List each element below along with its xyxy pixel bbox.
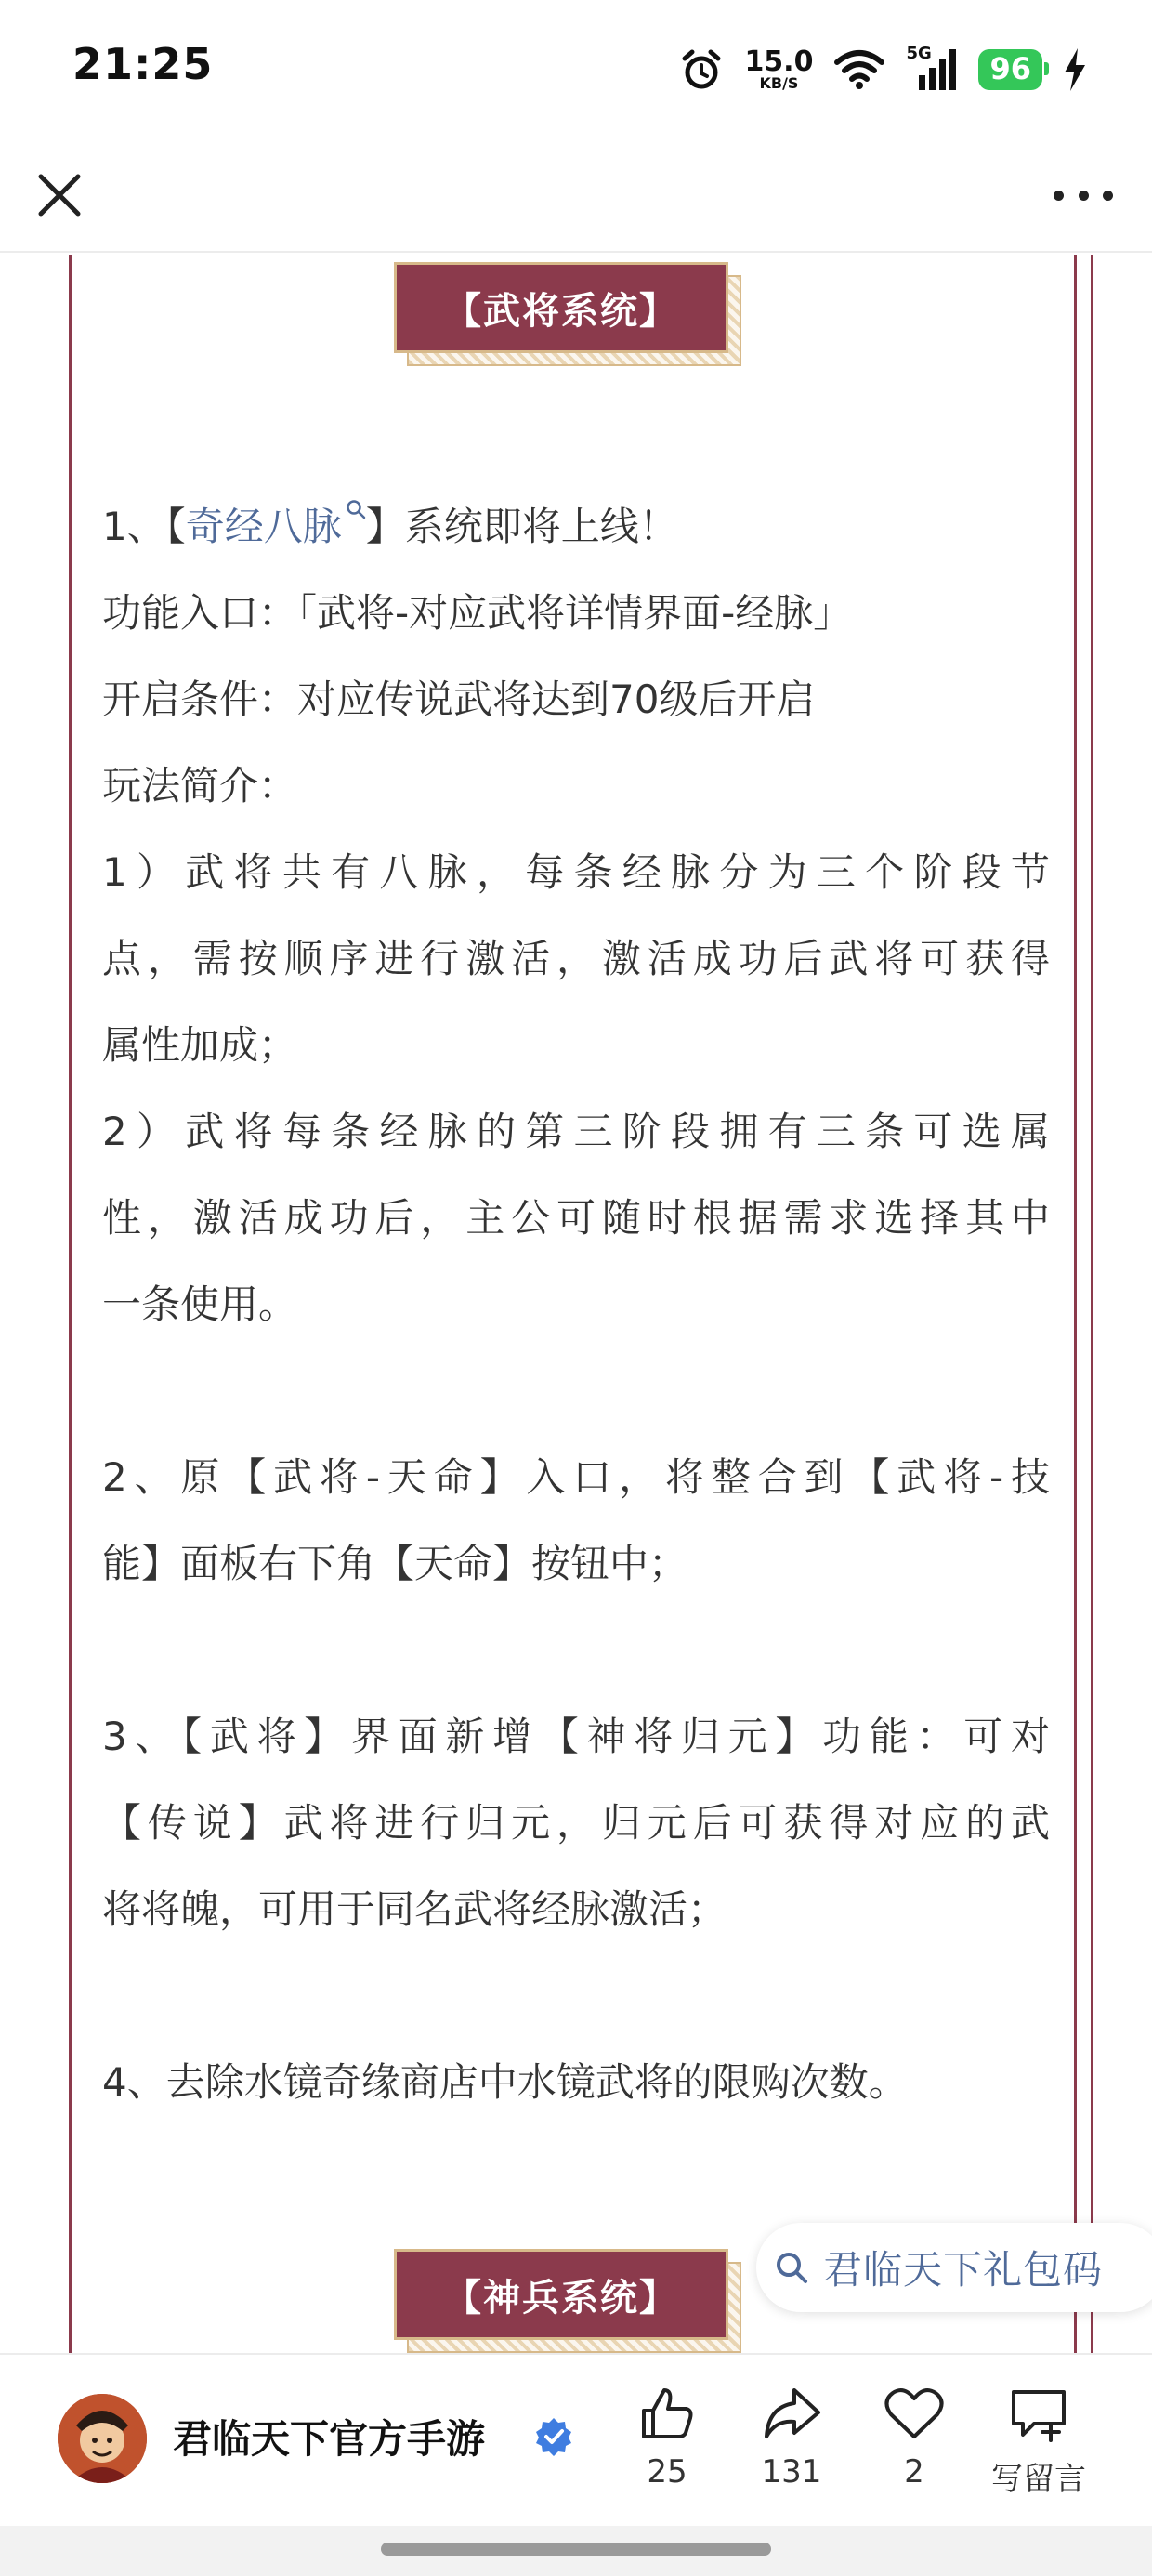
nav-bar — [0, 139, 1152, 253]
content-line: 2、原【武将-天命】入口，将整合到【武将-技 — [102, 1454, 1050, 1500]
frame-border-right-outer — [1091, 255, 1093, 2353]
content-gap — [102, 1952, 1050, 2039]
content-gap — [102, 1347, 1050, 1434]
content-line: 将将魄，可用于同名武将经脉激活； — [102, 1886, 727, 1932]
content-line: 功能入口：「武将-对应武将详情界面-经脉」 — [102, 590, 853, 636]
section-title-general: 【武将系统】 — [394, 262, 741, 366]
like-count: 25 — [647, 2453, 687, 2491]
content-line: 性，激活成功后，主公可随时根据需求选择其中 — [102, 1195, 1050, 1241]
alarm-icon — [679, 47, 724, 92]
share-arrow-icon — [761, 2383, 822, 2444]
content-line: 1、【奇经八脉 】系统即将上线！ — [102, 483, 1050, 570]
system-gesture-area — [0, 2526, 1152, 2576]
close-button[interactable] — [32, 167, 87, 223]
more-button[interactable] — [1046, 171, 1120, 219]
like-button[interactable] — [611, 2383, 723, 2513]
content-line: 4、去除水镜奇缘商店中水镜武将的限购次数。 — [102, 2059, 908, 2105]
content-line: 开启条件：对应传说武将达到70级后开启 — [102, 677, 816, 722]
keyword-link[interactable]: 奇经八脉 — [186, 504, 366, 549]
floating-search-chip[interactable] — [756, 2223, 1152, 2312]
content-line: 1）武将共有八脉，每条经脉分为三个阶段节 — [102, 849, 1050, 895]
status-icons — [679, 37, 1087, 102]
heart-icon — [884, 2383, 945, 2444]
cellular-signal-icon: 5G — [906, 47, 958, 92]
content-line: 2）武将每条经脉的第三阶段拥有三条可选属 — [102, 1109, 1050, 1154]
charging-icon — [1063, 48, 1087, 91]
article-body[interactable] — [0, 255, 1152, 2353]
account-avatar[interactable] — [58, 2394, 147, 2483]
share-count: 131 — [761, 2453, 822, 2491]
content-line: 能】面板右下角【天命】按钮中； — [102, 1541, 688, 1586]
more-dots-icon — [1054, 191, 1064, 201]
content-line: 点，需按顺序进行激活，激活成功后武将可获得 — [102, 936, 1050, 981]
keyword-search-icon — [346, 499, 366, 519]
content-line: 【传说】武将进行归元，归元后可获得对应的武 — [102, 1800, 1050, 1846]
home-indicator[interactable] — [381, 2543, 771, 2556]
content-line: 玩法简介： — [102, 763, 298, 808]
section-title-weapon: 【神兵系统】 — [394, 2249, 741, 2353]
close-icon — [32, 167, 87, 223]
thumbs-up-icon — [636, 2383, 698, 2444]
favorite-count: 2 — [904, 2453, 924, 2491]
bottom-action-bar — [0, 2353, 1152, 2526]
verified-badge-icon — [533, 2416, 574, 2457]
search-icon — [773, 2249, 810, 2286]
account-name[interactable]: 君临天下官方手游 — [173, 2416, 486, 2462]
content-line: 3、【武将】界面新增【神将归元】功能：可对 — [102, 1714, 1050, 1759]
avatar-image — [58, 2394, 147, 2483]
content-gap — [102, 1607, 1050, 1693]
net-speed: 15.0 KB/S — [744, 46, 814, 92]
status-bar — [0, 0, 1152, 139]
share-button[interactable] — [736, 2383, 847, 2513]
floating-search-label: 君临天下礼包码 — [823, 2247, 1104, 2293]
frame-border-left — [69, 255, 72, 2353]
frame-border-right-inner — [1074, 255, 1077, 2353]
battery-indicator: 96 — [978, 49, 1042, 89]
content-line: 属性加成； — [102, 1022, 298, 1068]
comment-add-icon — [1008, 2383, 1069, 2444]
wifi-icon — [833, 49, 885, 90]
content-line: 一条使用。 — [102, 1281, 298, 1327]
write-comment-button[interactable] — [983, 2383, 1094, 2513]
write-comment-label: 写留言 — [991, 2461, 1086, 2498]
article-content — [102, 483, 1050, 2125]
favorite-button[interactable] — [858, 2383, 970, 2513]
status-time: 21:25 — [72, 39, 214, 89]
